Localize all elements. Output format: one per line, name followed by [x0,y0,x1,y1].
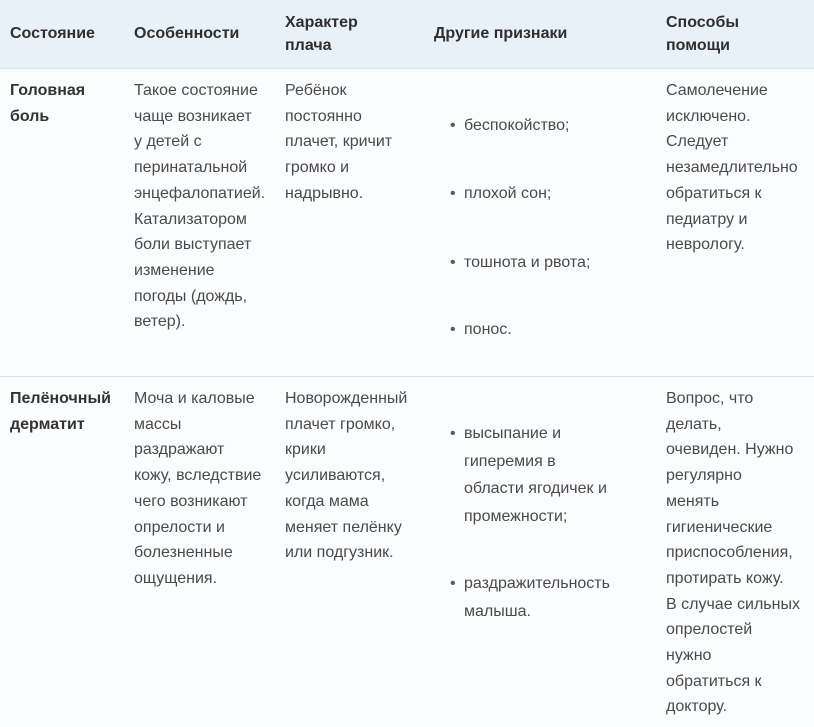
cell-line: перинатальной [134,159,248,177]
bullet-icon: • [450,321,456,338]
cell-line: чаще возникает [134,107,252,125]
crying-cell [285,78,392,207]
cell-line: Следует [666,133,729,151]
cell-line: обратиться к [666,672,762,690]
cell-line: Моча и каловые [134,390,255,407]
cell-line: Ребёнок [285,82,347,99]
list-item [450,316,512,344]
list-item [450,570,610,625]
cell-line: Головная [10,82,86,99]
cell-line: регулярно [666,467,742,485]
header-line: Характер [285,14,358,31]
cell-line: делать, [666,415,722,433]
cell-line: приспособления, [666,544,793,562]
cell-line: чего возникают [134,492,248,510]
cell-line: доктору. [666,698,728,716]
header-line: Другие признаки [434,25,568,42]
cell-line: плачет, кричит [285,133,393,151]
header-line: Состояние [10,25,95,42]
cell-line: Самолечение [666,82,768,99]
condition-cell [10,78,85,129]
header-condition [10,22,95,45]
cell-line: раздражительность [464,575,610,592]
cell-line: незамедлительно [666,159,798,177]
cell-line: В случае сильных [666,595,800,613]
cell-line: крики [285,441,326,459]
header-help [666,11,739,57]
cell-line: массы [134,415,182,433]
cell-line: Катализатором [134,210,247,228]
header-line: Способы [666,14,739,31]
cell-line: или подгузник. [285,544,394,562]
cell-line: болезненные [134,544,233,562]
cell-line: менять [666,492,720,510]
cell-line: раздражают [134,441,225,459]
list-item [450,112,569,140]
help-cell [666,386,800,720]
cell-line: малыша. [464,602,531,620]
cell-line: боль [10,107,50,125]
cell-line: изменение [134,261,215,279]
bullet-icon: • [450,185,456,202]
features-cell [134,78,265,335]
cell-line: очевиден. Нужно [666,441,794,459]
cell-line: кожу, вследствие [134,467,262,485]
cell-line: Новорожденный [285,390,408,407]
help-cell [666,78,798,258]
cell-line: тошнота и рвота; [464,254,591,271]
cell-line: надрывно. [285,184,364,202]
cell-line: дерматит [10,415,85,433]
cell-line: гигиенические [666,518,773,536]
cell-line: энцефалопатией. [134,184,266,202]
table-row [0,377,814,727]
cell-line: беспокойство; [464,117,570,134]
cell-line: гиперемия в [464,452,556,470]
cell-line: постоянно [285,107,362,125]
cell-line: опрелостей [666,621,753,639]
cell-line: громко и [285,159,350,177]
header-line: плача [285,37,332,54]
cell-line: ощущения. [134,569,218,587]
cell-line: неврологу. [666,236,745,254]
cell-line: обратиться к [666,184,762,202]
header-line: Особенности [134,25,240,42]
list-item [450,420,607,530]
cell-line: у детей с [134,133,202,151]
condition-cell [10,386,111,437]
cell-line: Пелёночный [10,390,111,407]
features-cell [134,386,261,592]
cell-line: Вопрос, что [666,390,754,407]
list-item [450,180,551,208]
bullet-icon: • [450,254,456,271]
cell-line: промежности; [464,507,568,525]
cell-line: нужно [666,647,712,665]
header-features [134,22,239,45]
cell-line: когда мама [285,492,369,510]
header-line: помощи [666,37,730,54]
bullet-icon: • [450,117,456,134]
cell-line: педиатру и [666,210,748,228]
cell-line: боли выступает [134,236,252,254]
cell-line: понос. [464,321,512,338]
list-item [450,249,590,277]
cell-line: опрелости и [134,518,225,536]
cell-line: усиливаются, [285,467,386,485]
cell-line: плачет громко, [285,415,396,433]
bullet-icon: • [450,575,456,592]
crying-cell [285,386,407,566]
cell-line: плохой сон; [464,185,552,202]
table-row [0,69,814,375]
cell-line: погоды (дождь, [134,287,248,305]
cell-line: Такое состояние [134,82,258,99]
header-other-signs [434,22,567,45]
cell-line: высыпание и [464,425,562,442]
cell-line: области ягодичек и [464,480,607,497]
cell-line: протирать кожу. [666,569,784,587]
table-header [0,0,814,68]
header-crying [285,11,358,57]
cell-line: исключено. [666,107,751,125]
bullet-icon: • [450,425,456,442]
cell-line: меняет пелёнку [285,518,402,536]
cell-line: ветер). [134,313,186,331]
